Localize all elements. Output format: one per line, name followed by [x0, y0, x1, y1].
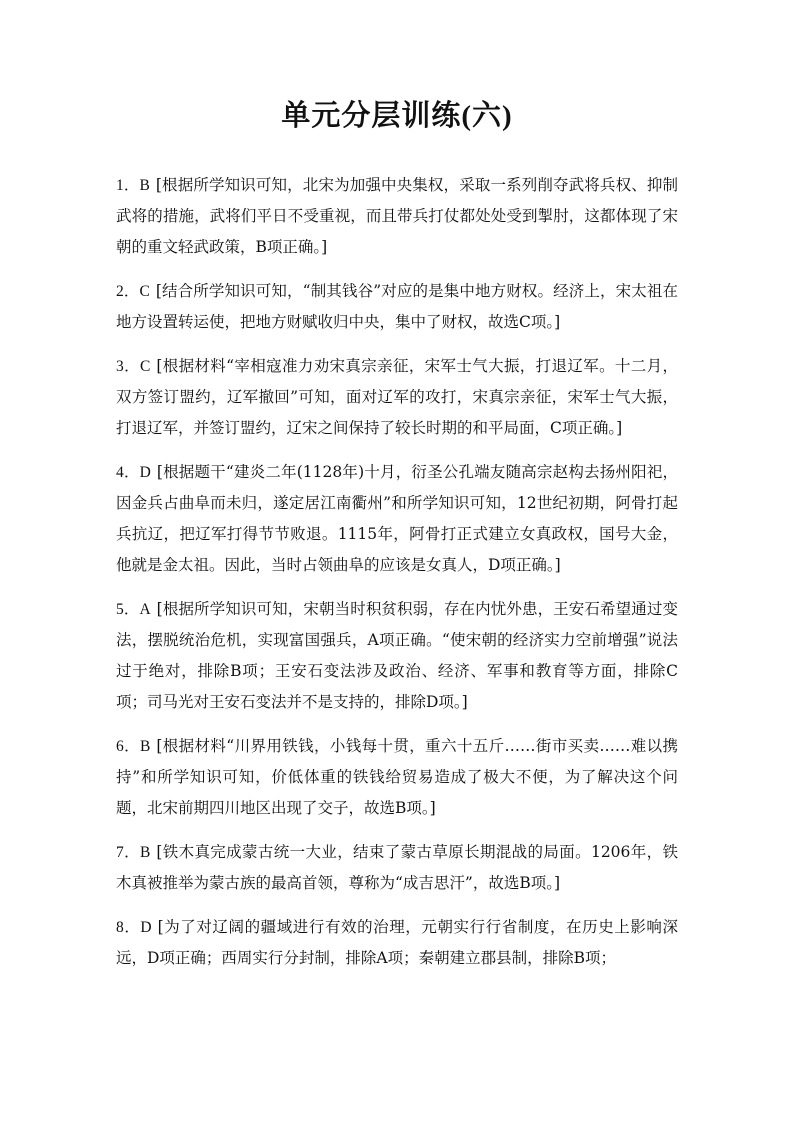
answer-number: 2．C	[116, 283, 150, 300]
answer-number: 4．D	[116, 464, 151, 481]
answer-item-8	[116, 912, 678, 974]
answer-number: 1．B	[116, 177, 150, 194]
answer-item-4	[116, 457, 678, 581]
answer-item-1	[116, 170, 678, 263]
answer-item-7	[116, 837, 678, 899]
answer-number: 8．D	[116, 919, 152, 936]
document-title: 单元分层训练(六)	[281, 100, 513, 132]
answer-explanation: [根据材料“川界用铁钱，小钱每十贯，重六十五斤……街市买卖……难以携持”和所学知识可知，价低体重的铁钱给贸易造成了极大不便，为了解决这个问题，北宋前期四川地区出现了交子，故选B项。]	[116, 737, 678, 817]
answer-explanation: [为了对辽阔的疆域进行有效的治理，元朝实行行省制度，在历史上影响深远，D项正确；西周实行分封制，排除A项；秦朝建立郡县制，排除B项；	[116, 918, 678, 967]
answer-item-6	[116, 731, 678, 824]
answer-item-3	[116, 351, 678, 444]
answer-number: 6．B	[116, 738, 151, 755]
answer-explanation: [铁木真完成蒙古统一大业，结束了蒙古草原长期混战的局面。1206年，铁木真被推举为蒙古族的最高首领，尊称为“成吉思汗”，故选B项。]	[116, 843, 678, 892]
answer-number: 7．B	[116, 844, 151, 861]
answer-number: 3．C	[116, 358, 151, 375]
answer-explanation: [根据材料“宰相寇准力劝宋真宗亲征，宋军士气大振，打退辽军。十二月，双方签订盟约，辽军撤回”可知，面对辽军的攻打，宋真宗亲征，宋军士气大振，打退辽军，并签订盟约，辽宋之间保持了较长时期的和平局面，C项正确。]	[116, 357, 678, 437]
answer-explanation: [根据所学知识可知，北宋为加强中央集权，采取一系列削夺武将兵权、抑制武将的措施，武将们平日不受重视，而且带兵打仗都处处受到掣肘，这都体现了宋朝的重文轻武政策，B项正确。]	[116, 176, 678, 256]
answer-number: 5．A	[116, 601, 151, 618]
answer-explanation: [结合所学知识可知，“制其钱谷”对应的是集中地方财权。经济上，宋太祖在地方设置转运使，把地方财赋收归中央，集中了财权，故选C项。]	[116, 282, 678, 331]
answer-explanation: [根据题干“建炎二年(1128年)十月，衍圣公孔端友随高宗赵构去扬州阳祀，因金兵占曲阜而未归，遂定居江南衢州”和所学知识可知，12世纪初期，阿骨打起兵抗辽，把辽军打得节节败退。1115年，阿骨打正式建立女真政权，国号大金，他就是金太祖。因此，当时占领曲阜的应该是女真人，D项正确。]	[116, 463, 678, 574]
answer-list	[116, 170, 678, 974]
answer-explanation: [根据所学知识可知，宋朝当时积贫积弱，存在内忧外患，王安石希望通过变法，摆脱统治危机，实现富国强兵，A项正确。“使宋朝的经济实力空前增强”说法过于绝对，排除B项；王安石变法涉及政治、经济、军事和教育等方面，排除C项；司马光对王安石变法并不是支持的，排除D项。]	[116, 600, 678, 711]
answer-item-5	[116, 594, 678, 718]
answer-item-2	[116, 276, 678, 338]
